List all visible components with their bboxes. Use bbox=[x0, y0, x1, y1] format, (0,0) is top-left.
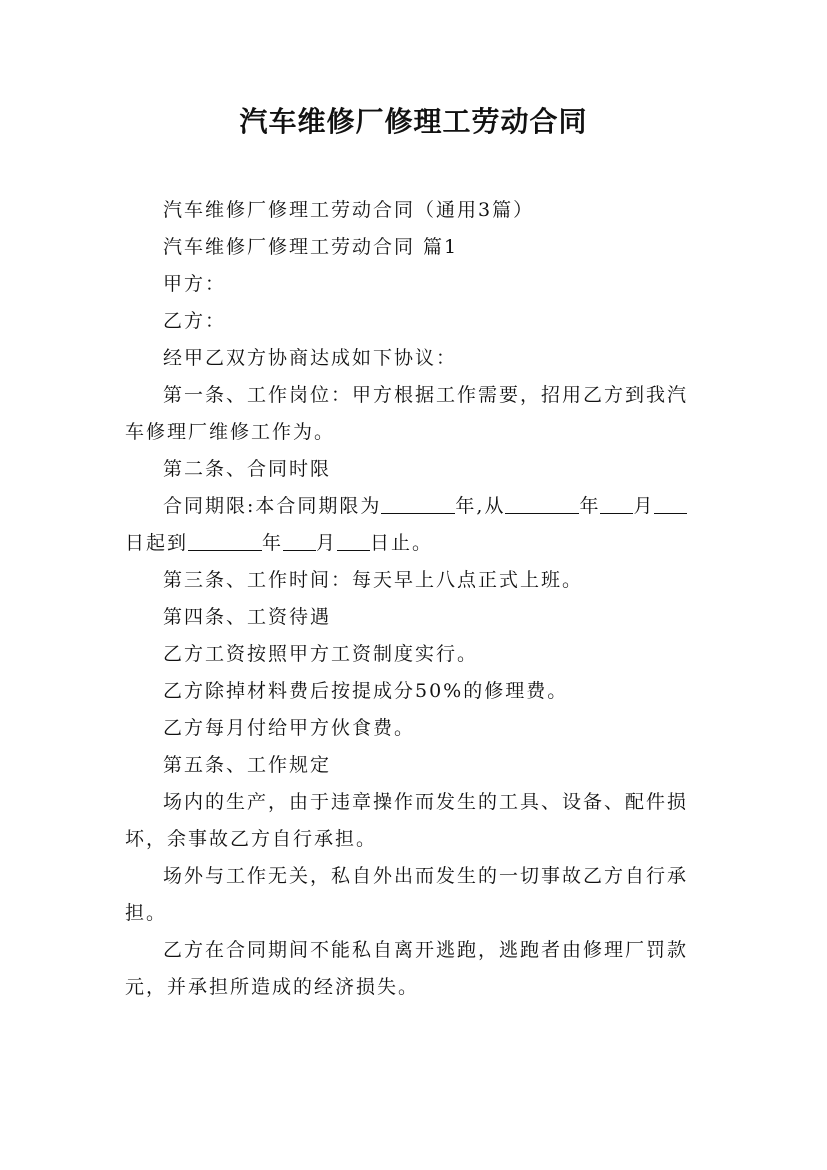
paragraph-wage-system: 乙方工资按照甲方工资制度实行。 bbox=[163, 643, 479, 665]
paragraph-party-b: 乙方： bbox=[163, 310, 227, 332]
term-prefix: 合同期限:本合同期限为 bbox=[163, 495, 382, 517]
paragraph-commission: 乙方除掉材料费后按提成分50%的修理费。 bbox=[163, 680, 569, 702]
paragraph-article-4-heading: 第四条、工资待遇 bbox=[163, 606, 332, 628]
paragraph-article-3: 第三条、工作时间：每天早上八点正式上班。 bbox=[163, 569, 584, 591]
term-year1: 年,从 bbox=[455, 495, 506, 517]
blank-field bbox=[283, 531, 316, 551]
document-title: 汽车维修厂修理工劳动合同 bbox=[239, 105, 588, 138]
blank-field bbox=[505, 494, 579, 514]
paragraph-meal-fee: 乙方每月付给甲方伙食费。 bbox=[163, 717, 416, 739]
paragraph-article-1: 第一条、工作岗位：甲方根据工作需要，招用乙方到我汽车修理厂维修工作为。 bbox=[125, 384, 689, 443]
term-year3: 年 bbox=[262, 532, 284, 554]
paragraph-agreement-intro: 经甲乙双方协商达成如下协议： bbox=[163, 347, 458, 369]
blank-field bbox=[188, 531, 262, 551]
paragraph-absconding-rules: 乙方在合同期间不能私自离开逃跑，逃跑者由修理厂罚款元，并承担所造成的经济损失。 bbox=[125, 939, 689, 998]
paragraph-onsite-rules: 场内的生产，由于违章操作而发生的工具、设备、配件损坏，余事故乙方自行承担。 bbox=[125, 791, 689, 850]
blank-field bbox=[381, 494, 455, 514]
paragraph-contract-term bbox=[125, 488, 707, 562]
paragraph-section-heading: 汽车维修厂修理工劳动合同 篇1 bbox=[163, 236, 459, 258]
paragraph-party-a: 甲方： bbox=[163, 273, 227, 295]
paragraph-offsite-rules: 场外与工作无关，私自外出而发生的一切事故乙方自行承担。 bbox=[125, 865, 689, 924]
term-year2: 年 bbox=[579, 495, 601, 517]
paragraph-article-2-heading: 第二条、合同时限 bbox=[163, 458, 332, 480]
blank-field bbox=[654, 494, 687, 514]
paragraph-article-5-heading: 第五条、工作规定 bbox=[163, 754, 332, 776]
term-day-from: 日起到 bbox=[125, 532, 189, 554]
term-month2: 月 bbox=[316, 532, 338, 554]
blank-field bbox=[337, 531, 370, 551]
term-month1: 月 bbox=[633, 495, 655, 517]
blank-field bbox=[600, 494, 633, 514]
term-day-end: 日止。 bbox=[370, 532, 434, 554]
document-body bbox=[125, 192, 707, 1006]
paragraph-subtitle: 汽车维修厂修理工劳动合同（通用3篇） bbox=[163, 199, 535, 221]
